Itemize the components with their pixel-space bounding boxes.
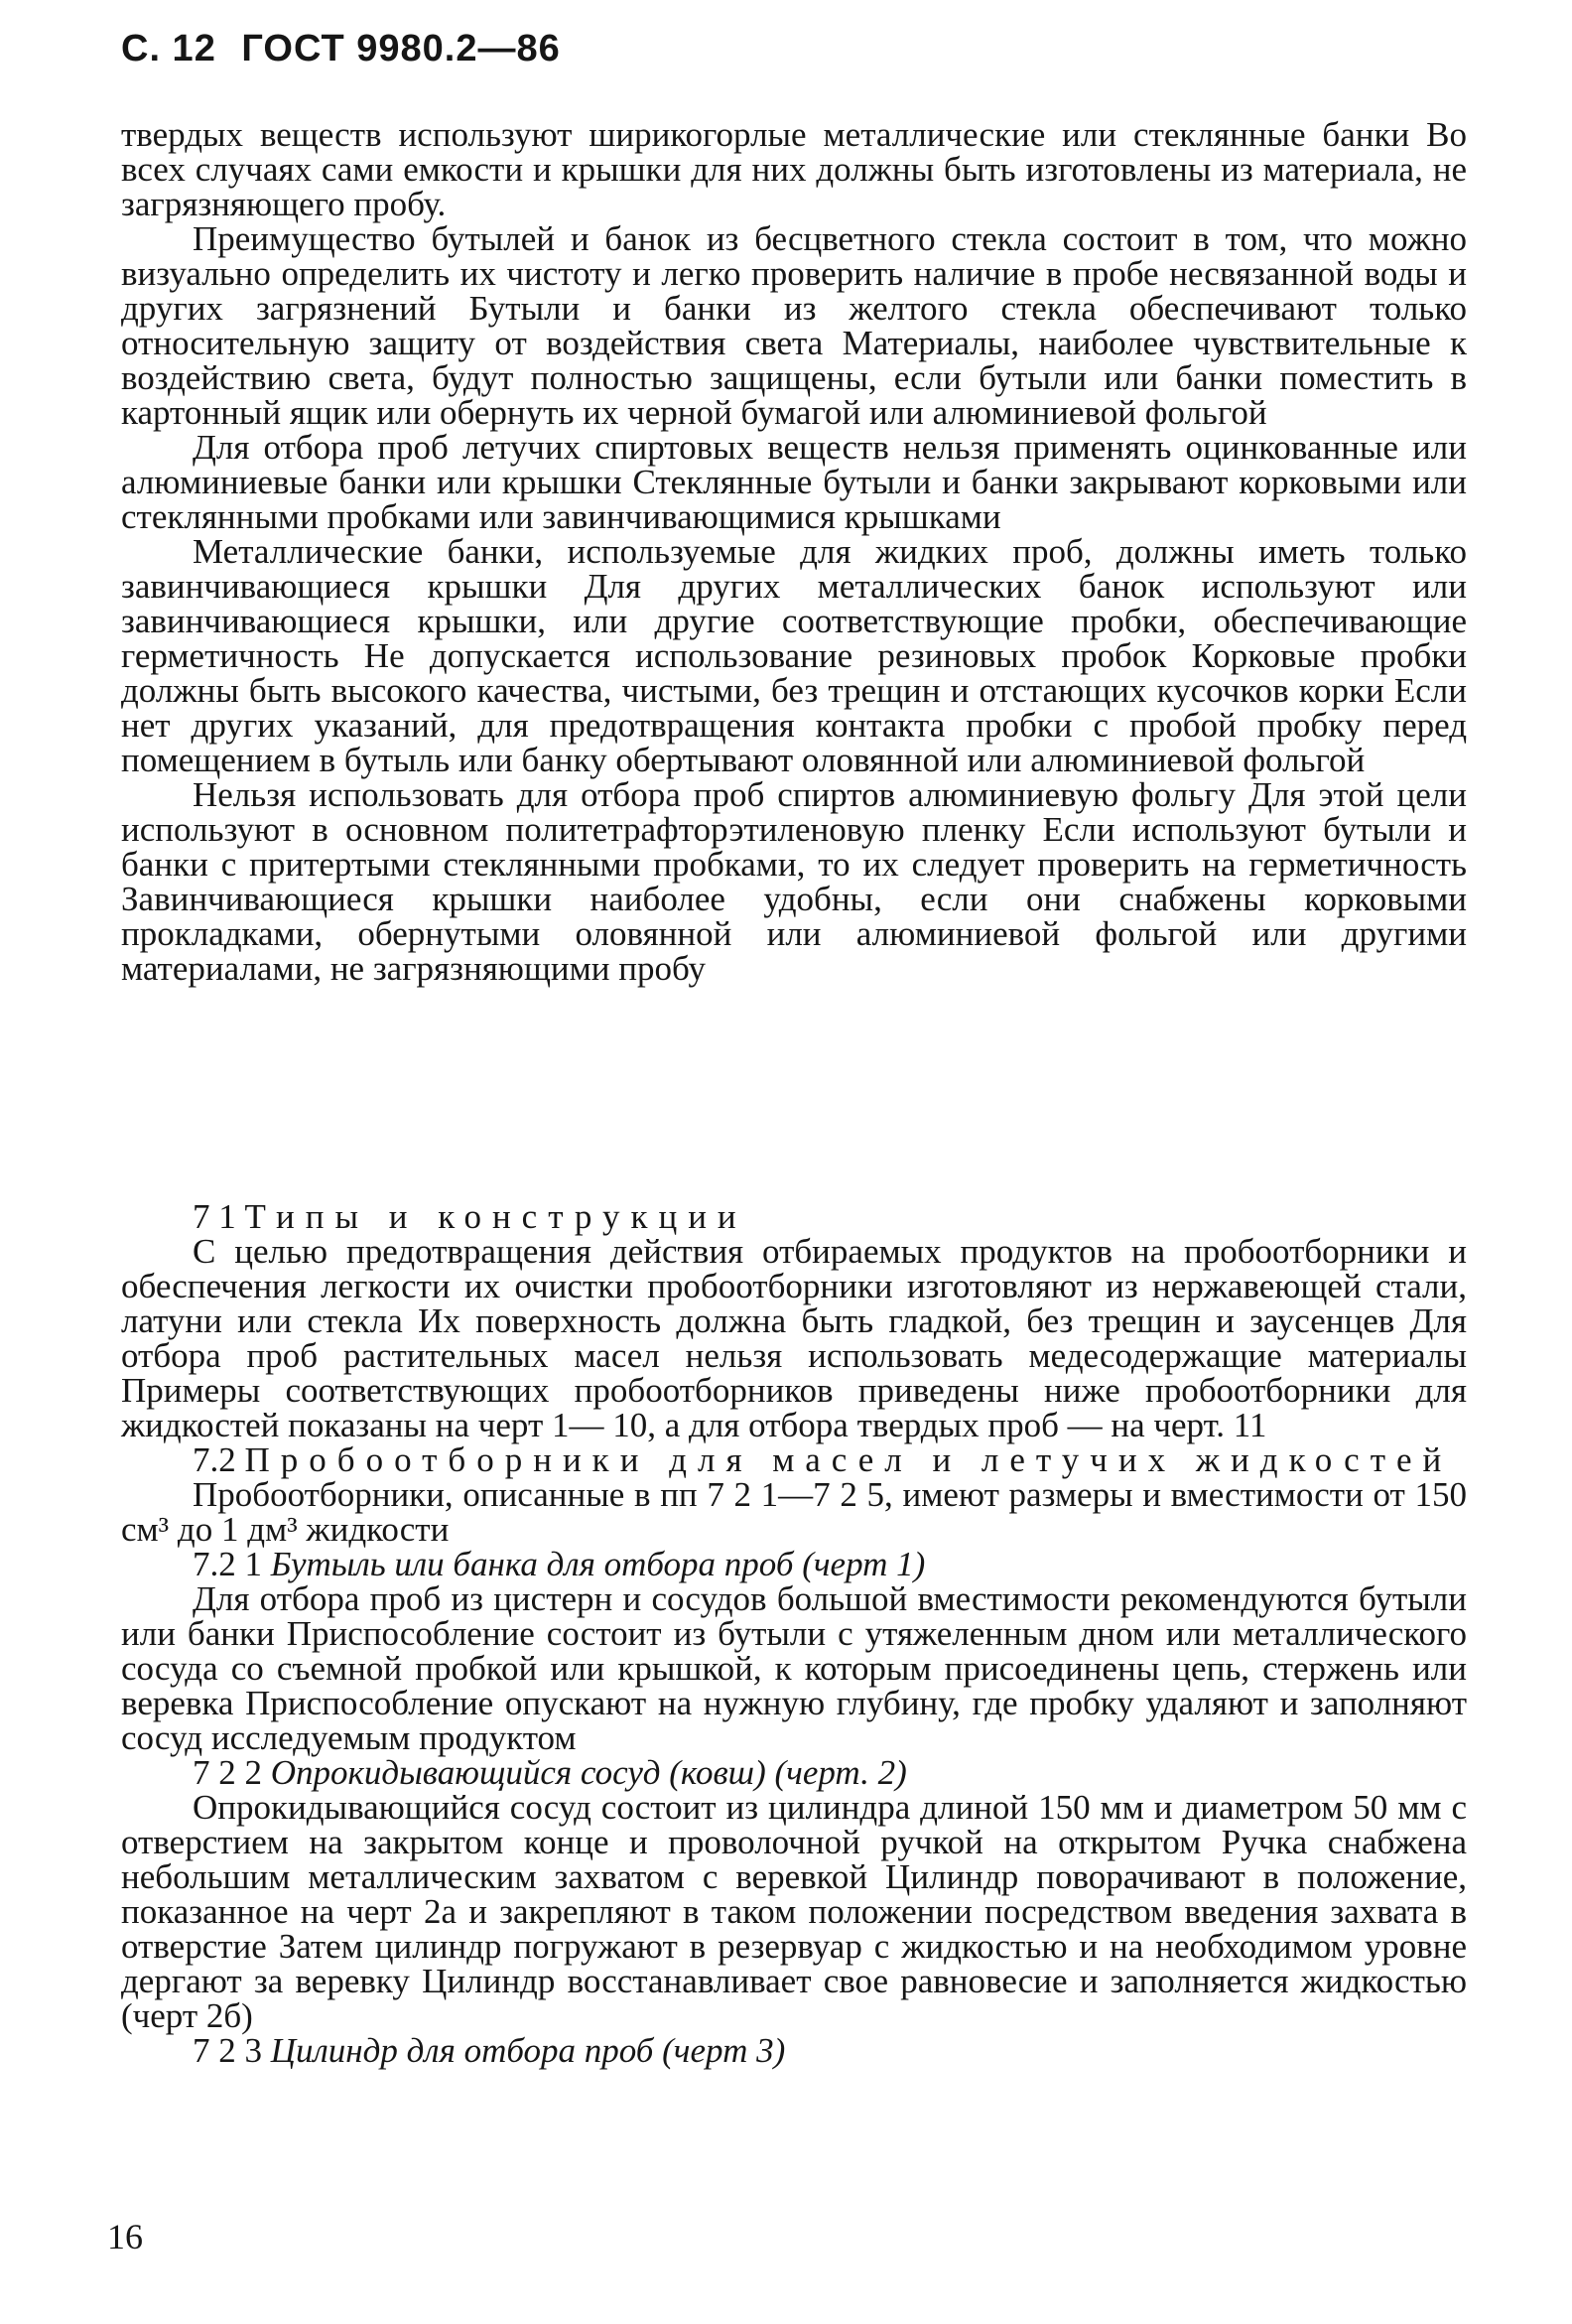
section-heading-7-2-3 xyxy=(121,2033,1467,2068)
section-title: Опрокидывающийся сосуд (ковш) (черт. 2) xyxy=(270,1753,907,1792)
section-number: 7.2 1 xyxy=(193,1545,262,1583)
paragraph: Для отбора проб из цистерн и сосудов большой вместимости рекомендуются бутыли или банки Приспособление состоит из бутыли с утяжеленным дном или металлического сосуда со съемной пробкой или крышкой, к которым присоединены цепь, стержень или веревка Приспособление опускают на нужную глубину, где пробку удаляют и заполняют сосуд исследуемым продуктом xyxy=(121,1579,1467,1757)
section-number: 7 1 xyxy=(193,1197,236,1236)
section-heading-7-2-2 xyxy=(121,1755,1467,1790)
section-number: 7 2 2 xyxy=(193,1753,262,1792)
section-title: Цилиндр для отбора проб (черт 3) xyxy=(270,2031,786,2070)
standard-number: ГОСТ 9980.2—86 xyxy=(241,28,561,69)
section-number: 7 2 3 xyxy=(193,2031,262,2070)
section-heading-7-2-1 xyxy=(121,1547,1467,1581)
section-heading-7-1 xyxy=(121,1199,1467,1234)
section-title: Бутыль или банка для отбора проб (черт 1) xyxy=(270,1545,926,1583)
page-header xyxy=(121,28,575,70)
section-samplers xyxy=(121,1199,1467,2068)
paragraph: Пробоотборники, описанные в пп 7 2 1—7 2 5, имеют размеры и вместимости от 150 см³ до 1 дм³ жидкости xyxy=(121,1475,1467,1549)
paragraph: С целью предотвращения действия отбираемых продуктов на пробоотборники и обеспечения легкости их очистки пробоотборники изготовляют из нержавеющей стали, латуни или стекла Их поверхность должна быть гладкой, без трещин и заусенцев Для отбора проб растительных масел нельзя использовать медесодержащие материалы Примеры соответствующих пробоотборников приведены ниже пробоотборники для жидкостей показаны на черт 1— 10, а для отбора твердых проб — на черт. 11 xyxy=(121,1232,1467,1444)
paragraph: Металлические банки, используемые для жидких проб, должны иметь только завинчивающиеся крышки Для других металлических банок используют или завинчивающиеся крышки, или другие соответствующие пробки, обеспечивающие герметичность Не допускается использование резиновых пробок Корковые пробки должны быть высокого качества, чистыми, без трещин и отстающих кусочков корки Если нет других указаний, для предотвращения контакта пробки с пробой пробку перед помещением в бутыль или банку обертывают оловянной или алюминиевой фольгой xyxy=(121,532,1467,779)
paragraph: Нельзя использовать для отбора проб спиртов алюминиевую фольгу Для этой цели используют в основном политетрафторэтиленовую пленку Если используют бутыли и банки с притертыми стеклянными пробками, то их следует проверить на герметичность Завинчивающиеся крышки наиболее удобны, если они снабжены корковыми прокладками, обернутыми оловянной или алюминиевой фольгой или другими материалами, не загрязняющими пробу xyxy=(121,775,1467,988)
section-title: Пробоотборники для масел и летучих жидкостей xyxy=(244,1440,1453,1479)
paragraph: Для отбора проб летучих спиртовых веществ нельзя применять оцинкованные или алюминиевые банки или крышки Стеклянные бутыли и банки закрывают корковыми или стеклянными пробками или завинчивающимися крышками xyxy=(121,428,1467,536)
page-number: 16 xyxy=(107,2217,143,2256)
page-label: С. 12 xyxy=(121,28,216,69)
section-heading-7-2 xyxy=(121,1442,1467,1477)
paragraph: твердых веществ используют ширикогорлые металлические или стеклянные банки Во всех случаях сами емкости и крышки для них должны быть изготовлены из материала, не загрязняющего пробу. xyxy=(121,115,1467,223)
paragraph: Опрокидывающийся сосуд состоит из цилиндра длиной 150 мм и диаметром 50 мм с отверстием на закрытом конце и проволочной ручкой на открытом Ручка снабжена небольшим металлическим захватом с веревкой Цилиндр поворачивают в положение, показанное на черт 2а и закрепляют в таком положении посредством введения захвата в отверстие Затем цилиндр погружают в резервуар с жидкостью и на необходимом уровне дергают за веревку Цилиндр восстанавливает свое равновесие и заполняется жидкостью (черт 2б) xyxy=(121,1788,1467,2035)
section-containers xyxy=(121,117,1467,986)
section-title: Типы и конструкции xyxy=(244,1197,747,1236)
section-number: 7.2 xyxy=(193,1440,236,1479)
paragraph: Преимущество бутылей и банок из бесцветного стекла состоит в том, что можно визуально определить их чистоту и легко проверить наличие в пробе несвязанной воды и других загрязнений Бутыли и банки из желтого стекла обеспечивают только относительную защиту от воздействия света Материалы, наиболее чувствительные к воздействию света, будут полностью защищены, если бутыли или банки поместить в картонный ящик или обернуть их черной бумагой или алюминиевой фольгой xyxy=(121,219,1467,432)
